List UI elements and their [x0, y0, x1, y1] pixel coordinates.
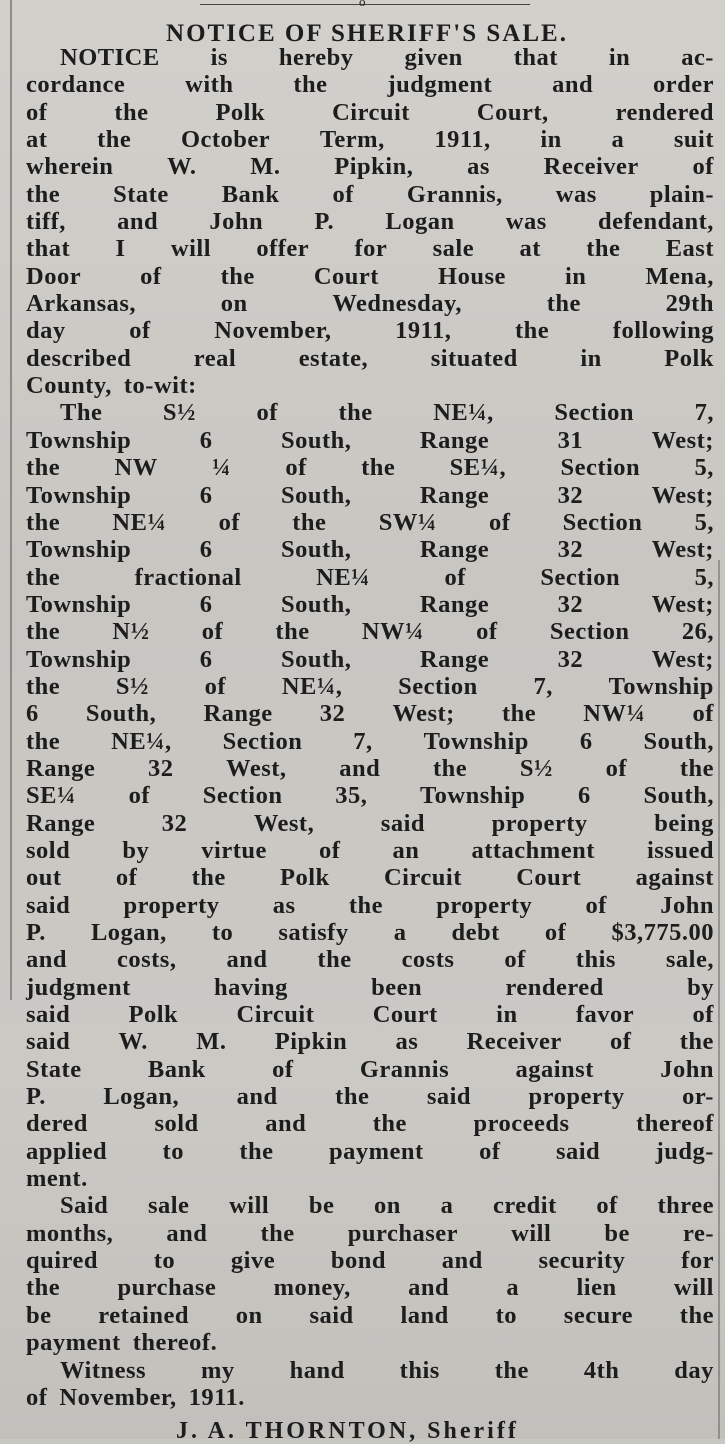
text-line: Range 32 West, and the S½ of the — [26, 754, 714, 782]
text-line: out of the Polk Circuit Court against — [26, 864, 714, 892]
notice-paragraph — [26, 1357, 714, 1412]
text-line: the NW ¼ of the SE¼, Section 5, — [26, 454, 714, 482]
text-line: Range 32 West, said property being — [26, 809, 714, 837]
text-line: NOTICE is hereby given that in ac- — [60, 44, 714, 71]
text-line: wherein W. M. Pipkin, as Receiver of — [26, 153, 714, 181]
text-line: Township 6 South, Range 32 West; — [26, 481, 714, 509]
divider-ornament: o — [359, 0, 366, 9]
text-line: sold by virtue of an attachment issued — [26, 836, 714, 864]
text-line: the State Bank of Grannis, was plain- — [26, 180, 714, 208]
notice-paragraph — [26, 1192, 714, 1356]
text-line: Township 6 South, Range 32 West; — [26, 536, 714, 564]
text-line: the purchase money, and a lien will — [26, 1274, 714, 1302]
text-line: the NE¼, Section 7, Township 6 South, — [26, 727, 714, 755]
text-line: at the October Term, 1911, in a suit — [26, 126, 714, 154]
text-line: be retained on said land to secure the — [26, 1301, 714, 1329]
text-line: The S½ of the NE¼, Section 7, — [60, 399, 714, 427]
text-line: applied to the payment of said judg- — [26, 1137, 714, 1165]
notice-paragraph — [26, 399, 714, 1192]
text-line: Township 6 South, Range 32 West; — [26, 645, 714, 673]
text-line: months, and the purchaser will be re- — [26, 1219, 714, 1247]
text-line: said property as the property of John — [26, 891, 714, 919]
notice-headline: NOTICE OF SHERIFF'S SALE. — [166, 20, 568, 47]
text-line: the NE¼ of the SW¼ of Section 5, — [26, 508, 714, 536]
sheriff-signature: J. A. THORNTON, Sheriff — [176, 1418, 519, 1444]
column-rule-left — [10, 0, 12, 1000]
text-line: the fractional NE¼ of Section 5, — [26, 563, 714, 591]
text-line: cordance with the judgment and order — [26, 71, 714, 99]
text-line: Witness my hand this the 4th day — [60, 1356, 714, 1384]
text-line: State Bank of Grannis against John — [26, 1055, 714, 1083]
text-line: judgment having been rendered by — [26, 973, 714, 1001]
notice-body — [26, 44, 714, 1411]
text-line: of the Polk Circuit Court, rendered — [26, 98, 714, 126]
text-line: County, to-wit: — [26, 372, 197, 400]
text-line: Township 6 South, Range 32 West; — [26, 590, 714, 618]
text-line: said Polk Circuit Court in favor of — [26, 1001, 714, 1029]
text-line: Township 6 South, Range 31 West; — [26, 426, 714, 454]
text-line: the N½ of the NW¼ of Section 26, — [26, 618, 714, 646]
text-line: SE¼ of Section 35, Township 6 South, — [26, 782, 714, 810]
text-line: Arkansas, on Wednesday, the 29th — [26, 290, 714, 318]
text-line: Said sale will be on a credit of three — [60, 1192, 714, 1220]
text-line: the S½ of NE¼, Section 7, Township — [26, 672, 714, 700]
text-line: that I will offer for sale at the East — [26, 235, 714, 263]
text-line: Door of the Court House in Mena, — [26, 262, 714, 290]
text-line: P. Logan, and the said property or- — [26, 1083, 714, 1111]
text-line: payment thereof. — [26, 1329, 218, 1357]
text-line: described real estate, situated in Polk — [26, 344, 714, 372]
text-line: of November, 1911. — [26, 1383, 245, 1411]
text-line: day of November, 1911, the following — [26, 317, 714, 345]
text-line: ment. — [26, 1165, 88, 1193]
text-line: 6 South, Range 32 West; the NW¼ of — [26, 700, 714, 728]
text-line: said W. M. Pipkin as Receiver of the — [26, 1028, 714, 1056]
text-line: and costs, and the costs of this sale, — [26, 946, 714, 974]
text-line: quired to give bond and security for — [26, 1247, 714, 1275]
text-line: dered sold and the proceeds thereof — [26, 1110, 714, 1138]
text-line: tiff, and John P. Logan was defendant, — [26, 208, 714, 236]
text-line: P. Logan, to satisfy a debt of $3,775.00 — [26, 919, 714, 946]
notice-paragraph — [26, 44, 714, 399]
column-rule-right — [718, 560, 720, 1439]
top-divider — [200, 0, 530, 9]
